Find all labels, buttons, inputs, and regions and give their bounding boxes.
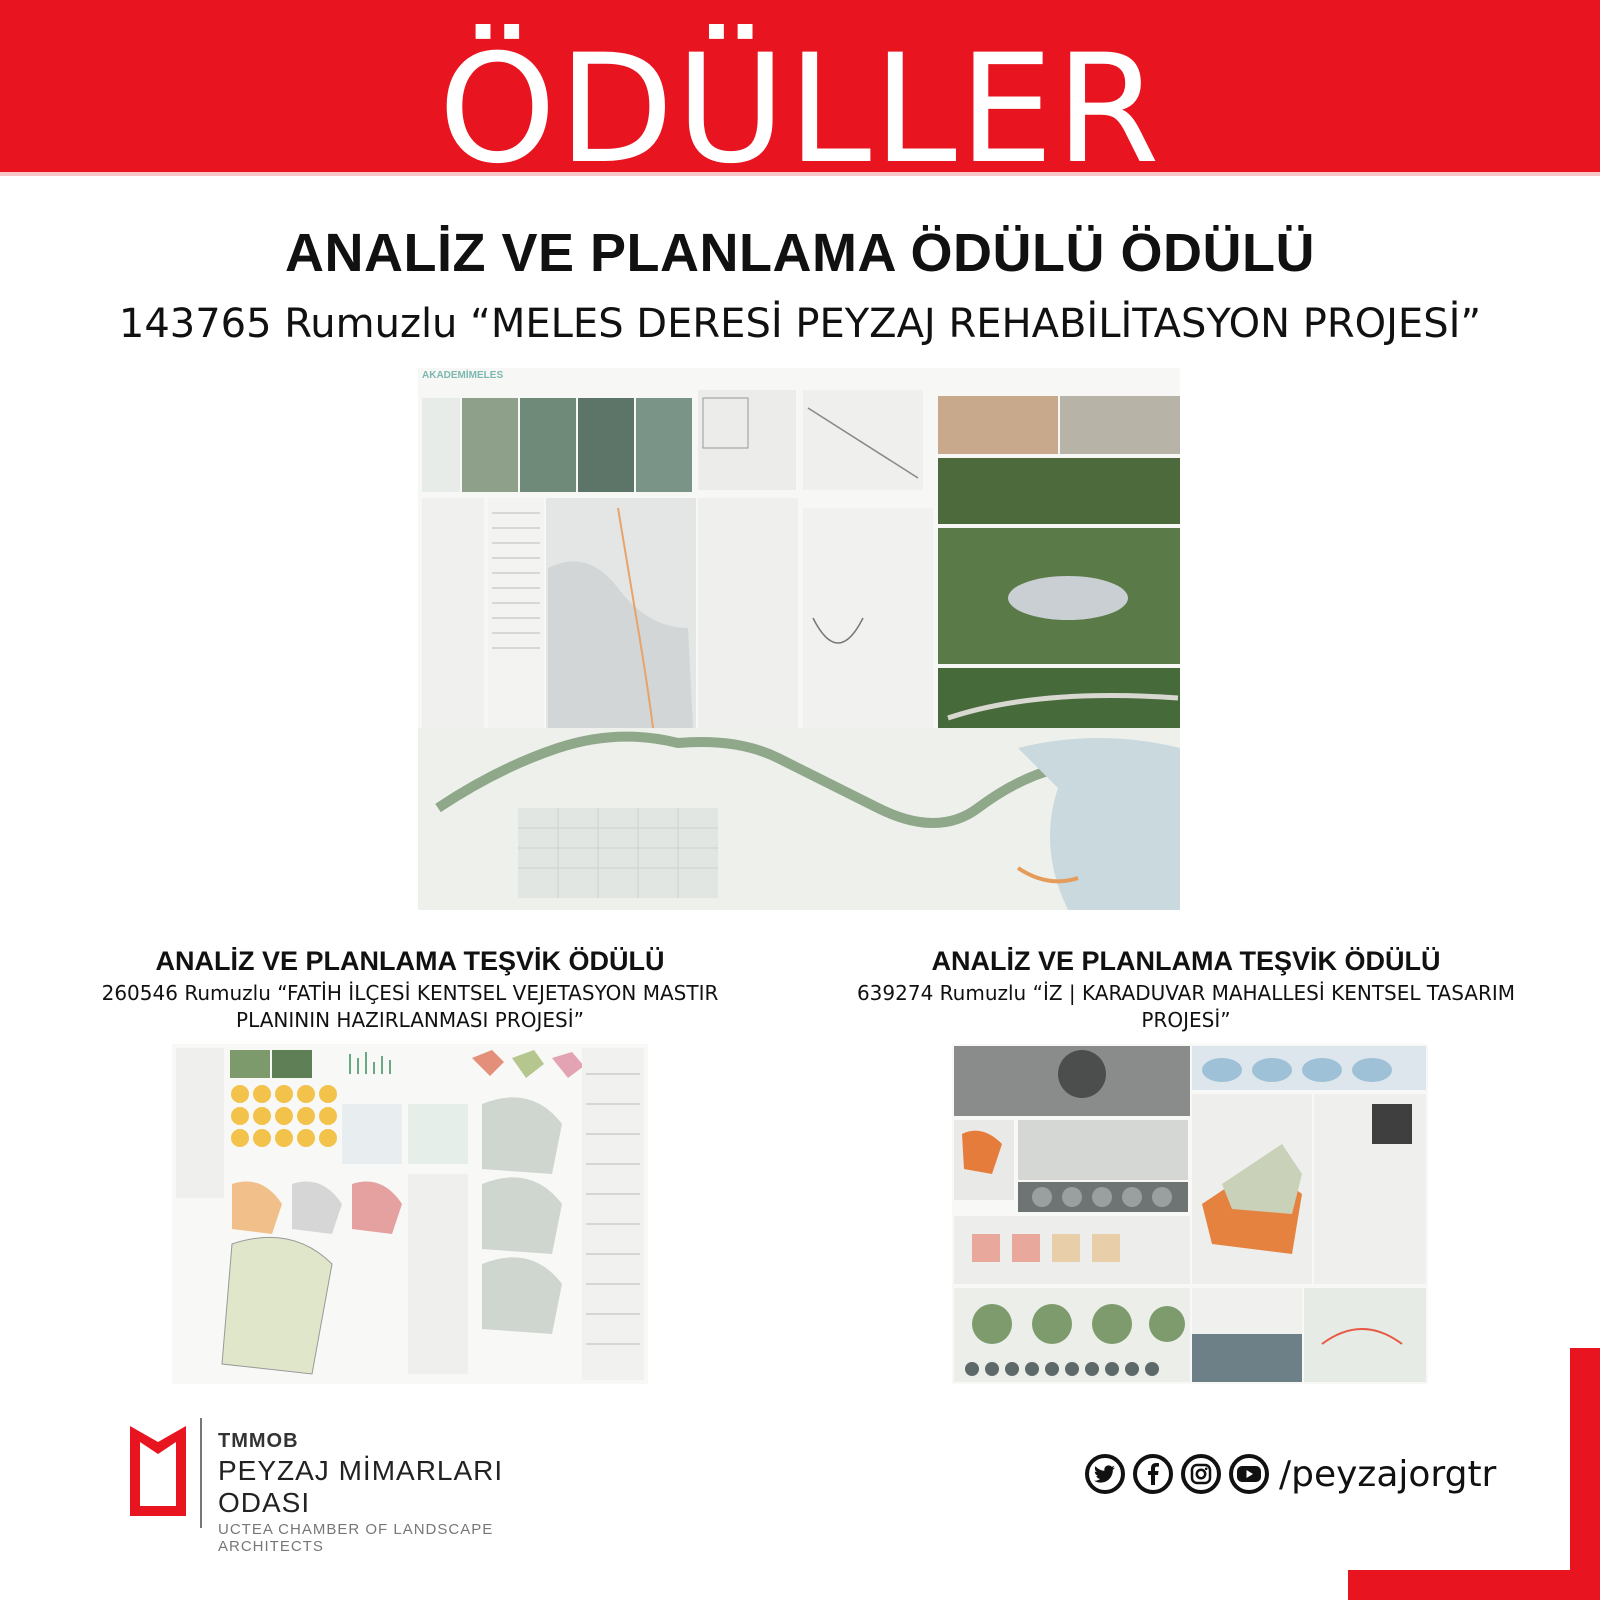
facebook-icon[interactable] xyxy=(1133,1454,1173,1494)
social-links xyxy=(1085,1452,1496,1496)
main-award-project: 143765 Rumuzlu “MELES DERESİ PEYZAJ REHABİLİTASYON PROJESİ” xyxy=(118,301,1482,347)
award-karaduvar xyxy=(826,944,1546,1034)
org-line3: UCTEA CHAMBER OF LANDSCAPE ARCHITECTS xyxy=(218,1521,494,1555)
award-fatih-project: 260546 Rumuzlu “FATİH İLÇESİ KENTSEL VEJETASYON MASTIR PLANININ HAZIRLANMASI PROJESİ” xyxy=(101,981,719,1032)
corner-accent-bottom xyxy=(1348,1570,1600,1600)
org-line2: PEYZAJ MİMARLARI ODASI xyxy=(218,1455,504,1518)
award-karaduvar-heading: ANALİZ VE PLANLAMA TEŞVİK ÖDÜLÜ xyxy=(931,946,1441,976)
twitter-icon[interactable] xyxy=(1085,1454,1125,1494)
logo-divider xyxy=(200,1418,202,1528)
youtube-icon[interactable] xyxy=(1229,1454,1269,1494)
main-award-heading: ANALİZ VE PLANLAMA ÖDÜLÜ ÖDÜLÜ xyxy=(285,223,1315,283)
org-logo-icon xyxy=(128,1422,188,1518)
top-banner xyxy=(0,0,1600,172)
award-karaduvar-project: 639274 Rumuzlu “İZ | KARADUVAR MAHALLESİ KENTSEL TASARIM PROJESİ” xyxy=(856,981,1516,1032)
banner-divider xyxy=(0,172,1600,176)
main-award xyxy=(0,222,1600,348)
award-karaduvar-poster xyxy=(952,1044,1428,1384)
award-fatih-heading: ANALİZ VE PLANLAMA TEŞVİK ÖDÜLÜ xyxy=(155,946,665,976)
fatih-poster-illustration xyxy=(172,1044,648,1384)
main-award-poster xyxy=(418,368,1180,910)
award-fatih-poster xyxy=(172,1044,648,1384)
poster-brand: AKADEMİMELES xyxy=(422,370,504,381)
karaduvar-poster-illustration xyxy=(952,1044,1428,1384)
instagram-icon[interactable] xyxy=(1181,1454,1221,1494)
award-fatih xyxy=(60,944,760,1034)
poster-illustration xyxy=(418,368,1180,910)
org-logo xyxy=(128,1418,588,1555)
org-line1: TMMOB xyxy=(218,1430,299,1452)
social-handle[interactable]: /peyzajorgtr xyxy=(1279,1453,1497,1495)
org-name xyxy=(218,1430,588,1555)
corner-accent-right xyxy=(1570,1348,1600,1600)
banner-title: ÖDÜLLER xyxy=(438,23,1162,172)
